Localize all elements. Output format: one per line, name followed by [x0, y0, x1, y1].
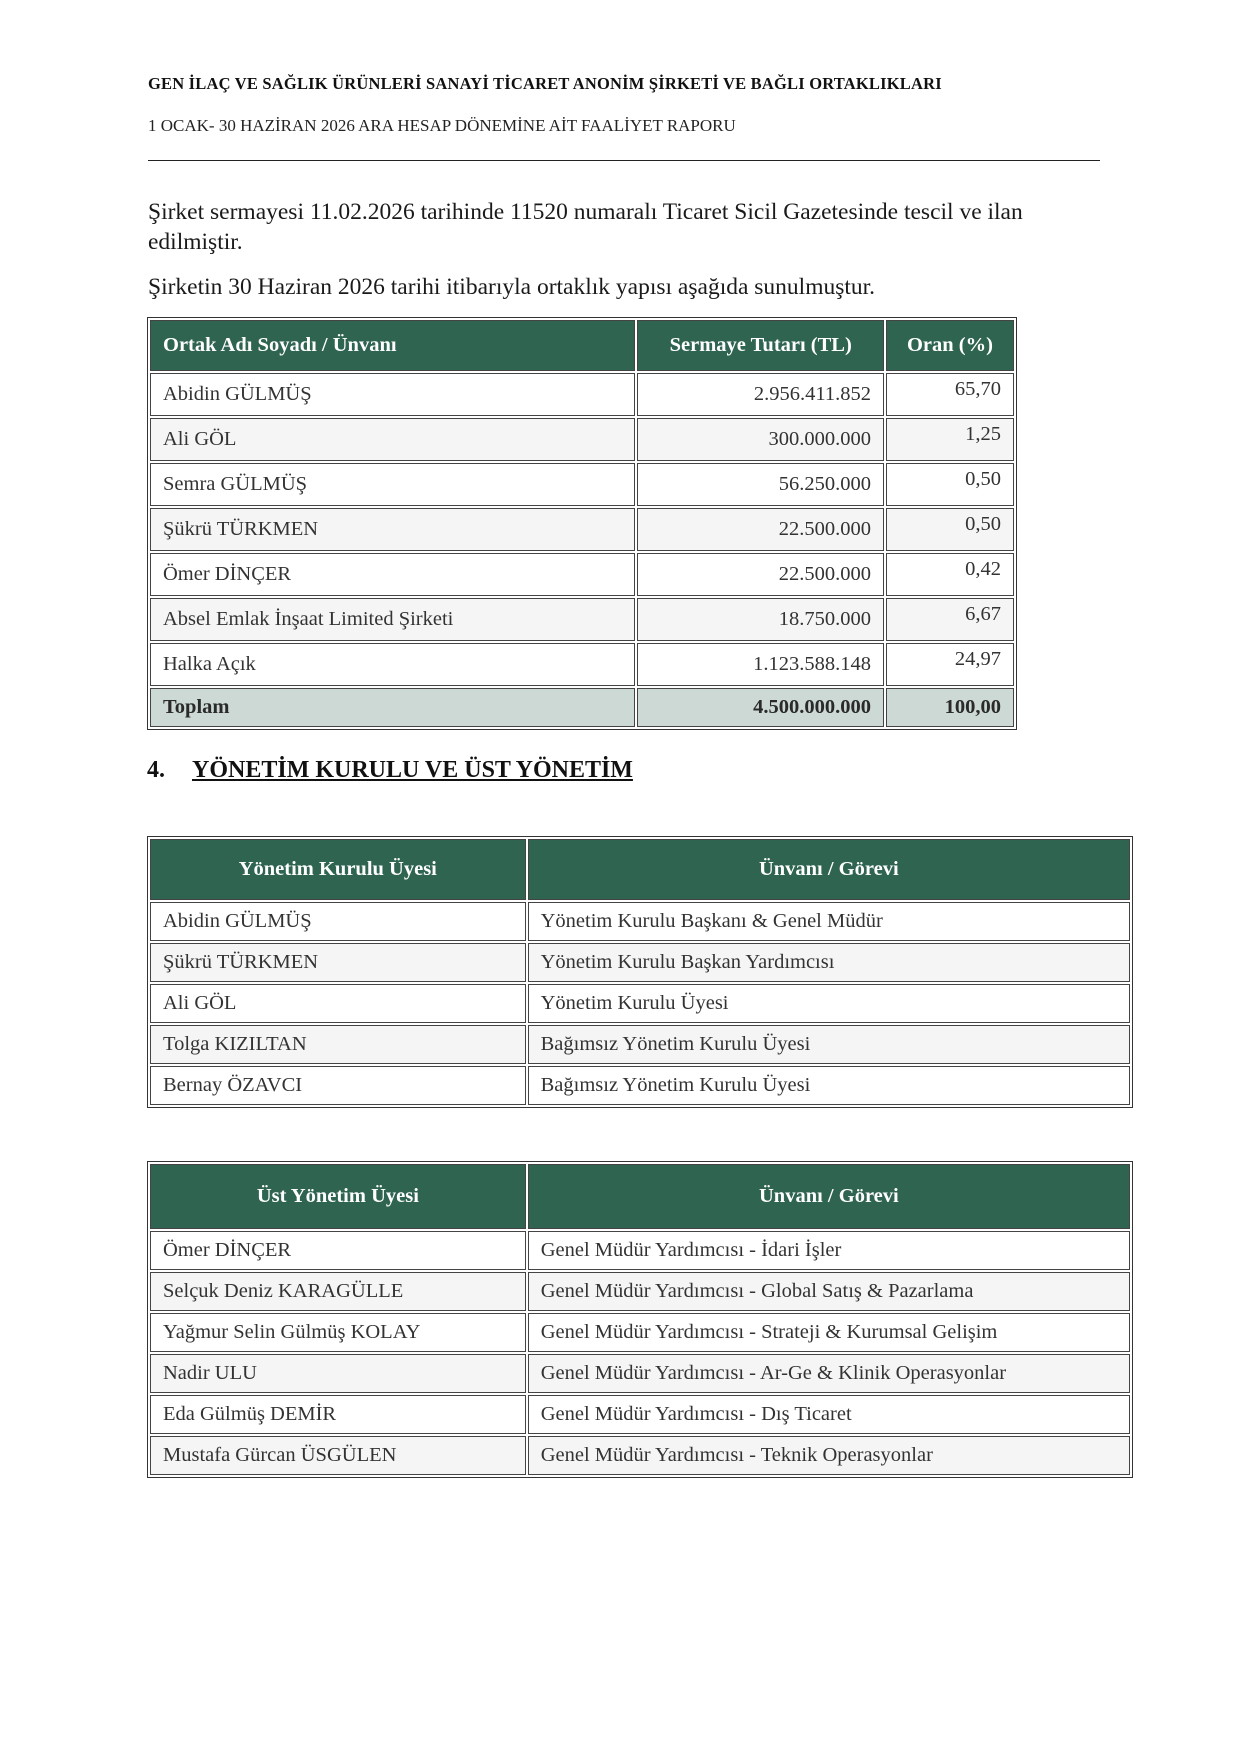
- table-total-row: [150, 688, 1014, 727]
- member-role: Yönetim Kurulu Üyesi: [528, 984, 1130, 1023]
- senior-management-table: [147, 1161, 1133, 1478]
- total-ratio: 100,00: [886, 688, 1014, 727]
- shareholder-name: Şükrü TÜRKMEN: [150, 508, 635, 551]
- table-row: [150, 1272, 1130, 1311]
- column-header-capital: Sermaye Tutarı (TL): [637, 320, 884, 371]
- capital-amount: 22.500.000: [637, 508, 884, 551]
- table-row: [150, 463, 1014, 506]
- table-row: [150, 373, 1014, 416]
- table-row: [150, 1436, 1130, 1475]
- manager-name: Selçuk Deniz KARAGÜLLE: [150, 1272, 526, 1311]
- manager-name: Mustafa Gürcan ÜSGÜLEN: [150, 1436, 526, 1475]
- table-row: [150, 643, 1014, 686]
- table-row: [150, 418, 1014, 461]
- shareholder-name: Ömer DİNÇER: [150, 553, 635, 596]
- shareholders-table: [147, 317, 1017, 730]
- shareholder-name: Semra GÜLMÜŞ: [150, 463, 635, 506]
- member-name: Şükrü TÜRKMEN: [150, 943, 526, 982]
- report-company-title: GEN İLAÇ VE SAĞLIK ÜRÜNLERİ SANAYİ TİCARET ANONİM ŞİRKETİ VE BAĞLI ORTAKLIKLARI: [148, 74, 942, 93]
- member-name: Tolga KIZILTAN: [150, 1025, 526, 1064]
- shareholder-name: Halka Açık: [150, 643, 635, 686]
- table-header-row: [150, 320, 1014, 371]
- section-title: YÖNETİM KURULU VE ÜST YÖNETİM: [192, 757, 633, 783]
- column-header-ratio: Oran (%): [886, 320, 1014, 371]
- table-row: [150, 508, 1014, 551]
- table-row: [150, 1025, 1130, 1064]
- manager-role: Genel Müdür Yardımcısı - Global Satış & Pazarlama: [528, 1272, 1130, 1311]
- member-role: Yönetim Kurulu Başkan Yardımcısı: [528, 943, 1130, 982]
- column-header-manager: Üst Yönetim Üyesi: [150, 1164, 526, 1229]
- table-row: [150, 984, 1130, 1023]
- share-ratio: 65,70: [886, 373, 1014, 416]
- share-ratio: 6,67: [886, 598, 1014, 641]
- total-label: Toplam: [150, 688, 635, 727]
- table-header-row: [150, 839, 1130, 900]
- table-row: [150, 1066, 1130, 1105]
- total-capital: 4.500.000.000: [637, 688, 884, 727]
- shareholder-name: Absel Emlak İnşaat Limited Şirketi: [150, 598, 635, 641]
- shareholder-name: Ali GÖL: [150, 418, 635, 461]
- capital-amount: 300.000.000: [637, 418, 884, 461]
- capital-registration-paragraph: Şirket sermayesi 11.02.2026 tarihinde 11520 numaralı Ticaret Sicil Gazetesinde tescil ve ilan edilmiştir.: [148, 199, 1023, 255]
- share-ratio: 0,42: [886, 553, 1014, 596]
- header-divider: [148, 160, 1100, 161]
- table-row: [150, 902, 1130, 941]
- section-heading: [147, 757, 633, 784]
- capital-amount: 2.956.411.852: [637, 373, 884, 416]
- column-header-shareholder: Ortak Adı Soyadı / Ünvanı: [150, 320, 635, 371]
- manager-role: Genel Müdür Yardımcısı - İdari İşler: [528, 1231, 1130, 1270]
- section-number: 4.: [147, 757, 165, 783]
- board-members-table: [147, 836, 1133, 1108]
- share-ratio: 0,50: [886, 508, 1014, 551]
- table-row: [150, 553, 1014, 596]
- shareholder-name: Abidin GÜLMÜŞ: [150, 373, 635, 416]
- member-name: Bernay ÖZAVCI: [150, 1066, 526, 1105]
- manager-role: Genel Müdür Yardımcısı - Strateji & Kurumsal Gelişim: [528, 1313, 1130, 1352]
- share-ratio: 1,25: [886, 418, 1014, 461]
- manager-role: Genel Müdür Yardımcısı - Ar-Ge & Klinik Operasyonlar: [528, 1354, 1130, 1393]
- table-row: [150, 1395, 1130, 1434]
- manager-name: Ömer DİNÇER: [150, 1231, 526, 1270]
- shareholding-intro-paragraph: Şirketin 30 Haziran 2026 tarihi itibarıyla ortaklık yapısı aşağıda sunulmuştur.: [148, 274, 876, 300]
- column-header-title: Ünvanı / Görevi: [528, 839, 1130, 900]
- column-header-title: Ünvanı / Görevi: [528, 1164, 1130, 1229]
- member-role: Bağımsız Yönetim Kurulu Üyesi: [528, 1066, 1130, 1105]
- share-ratio: 0,50: [886, 463, 1014, 506]
- capital-amount: 18.750.000: [637, 598, 884, 641]
- table-row: [150, 1354, 1130, 1393]
- report-period-subtitle: 1 OCAK- 30 HAZİRAN 2026 ARA HESAP DÖNEMİNE AİT FAALİYET RAPORU: [148, 116, 736, 135]
- table-row: [150, 943, 1130, 982]
- member-role: Bağımsız Yönetim Kurulu Üyesi: [528, 1025, 1130, 1064]
- column-header-board-member: Yönetim Kurulu Üyesi: [150, 839, 526, 900]
- manager-name: Nadir ULU: [150, 1354, 526, 1393]
- capital-amount: 56.250.000: [637, 463, 884, 506]
- capital-amount: 1.123.588.148: [637, 643, 884, 686]
- manager-name: Eda Gülmüş DEMİR: [150, 1395, 526, 1434]
- capital-amount: 22.500.000: [637, 553, 884, 596]
- table-header-row: [150, 1164, 1130, 1229]
- manager-role: Genel Müdür Yardımcısı - Dış Ticaret: [528, 1395, 1130, 1434]
- share-ratio: 24,97: [886, 643, 1014, 686]
- manager-name: Yağmur Selin Gülmüş KOLAY: [150, 1313, 526, 1352]
- table-row: [150, 598, 1014, 641]
- table-row: [150, 1231, 1130, 1270]
- manager-role: Genel Müdür Yardımcısı - Teknik Operasyonlar: [528, 1436, 1130, 1475]
- member-name: Ali GÖL: [150, 984, 526, 1023]
- table-row: [150, 1313, 1130, 1352]
- member-name: Abidin GÜLMÜŞ: [150, 902, 526, 941]
- member-role: Yönetim Kurulu Başkanı & Genel Müdür: [528, 902, 1130, 941]
